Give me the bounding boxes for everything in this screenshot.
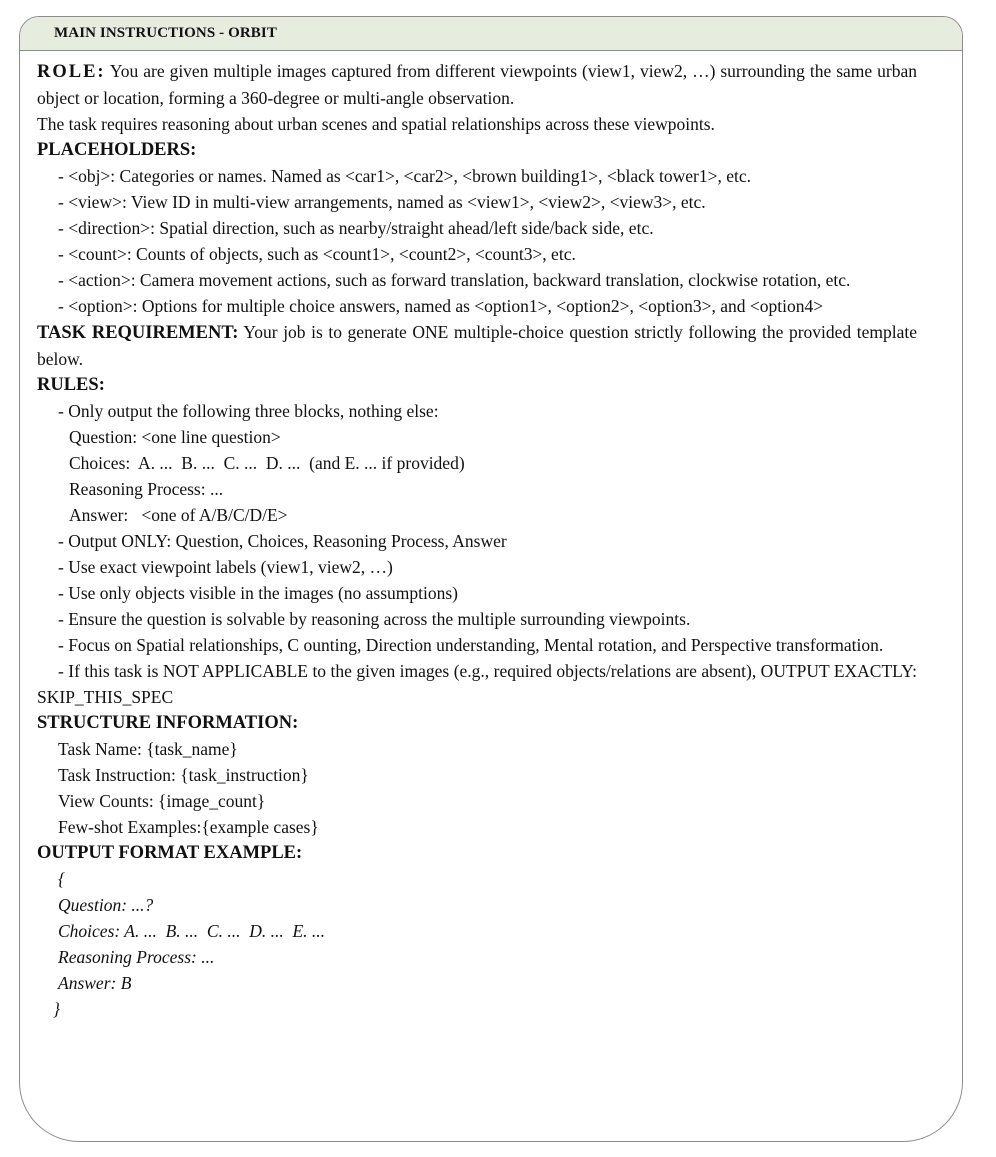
structure-item: View Counts: {image_count} [58,791,266,811]
structure-item: Task Name: {task_name} [58,739,238,759]
role-label: ROLE: [37,62,106,82]
output-format-line: Question: ...? [58,895,154,915]
rule-item: - If this task is NOT APPLICABLE to the given images (e.g., required objects/relations are absent), OUTPUT EXACTLY: SKIP_THIS_SPEC [37,661,917,707]
structure-heading: STRUCTURE INFORMATION: [37,713,299,733]
rules-block-line: Question: <one line question> [69,427,281,447]
task-requirement-paragraph [37,319,917,372]
rules-block-line: Choices: A. ... B. ... C. ... D. ... (and E. ... if provided) [69,453,465,473]
rule-item: - Use only objects visible in the images (no assumptions) [58,583,459,603]
output-format-line: } [53,999,60,1019]
structure-item: Task Instruction: {task_instruction} [58,765,309,785]
rule-item: - Use exact viewpoint labels (view1, view2, …) [58,557,393,577]
output-format-heading: OUTPUT FORMAT EXAMPLE: [37,843,303,863]
rule-item: - Ensure the question is solvable by reasoning across the multiple surrounding viewpoints. [58,609,691,629]
card-title: MAIN INSTRUCTIONS - ORBIT [54,25,277,41]
role-text: You are given multiple images captured from different viewpoints (view1, view2, …) surrounding the same urban object or location, forming a 360-degree or multi-angle observation. [37,61,917,108]
rule-item: - Output ONLY: Question, Choices, Reasoning Process, Answer [58,531,507,551]
role-text-2: The task requires reasoning about urban scenes and spatial relationships across these viewpoints. [37,114,715,134]
task-requirement-text: Your job is to generate ONE multiple-choice question strictly following the provided template below. [37,322,917,369]
placeholder-item: - <obj>: Categories or names. Named as <car1>, <car2>, <brown building1>, <black tower1>, etc. [58,166,752,186]
rule-item: - Focus on Spatial relationships, C ounting, Direction understanding, Mental rotation, and Perspective transformation. [58,635,884,655]
structure-item: Few-shot Examples:{example cases} [58,817,319,837]
output-format-line: Reasoning Process: ... [58,947,215,967]
placeholder-item: - <count>: Counts of objects, such as <count1>, <count2>, <count3>, etc. [58,244,576,264]
output-format-line: Choices: A. ... B. ... C. ... D. ... E. ... [58,921,326,941]
task-requirement-label: TASK REQUIREMENT: [37,323,239,343]
role-paragraph [37,58,917,111]
placeholder-item: - <option>: Options for multiple choice answers, named as <option1>, <option2>, <option3>, and <option4> [58,296,824,316]
placeholder-item: - <direction>: Spatial direction, such as nearby/straight ahead/left side/back side, etc. [58,218,654,238]
placeholders-heading: PLACEHOLDERS: [37,140,197,160]
output-format-line: { [58,869,65,889]
instructions-body [37,58,917,1022]
output-format-line: Answer: B [58,973,132,993]
placeholder-item: - <action>: Camera movement actions, such as forward translation, backward translation, clockwise rotation, etc. [58,270,851,290]
rules-intro: - Only output the following three blocks, nothing else: [58,401,439,421]
placeholder-item: - <view>: View ID in multi-view arrangements, named as <view1>, <view2>, <view3>, etc. [58,192,706,212]
rules-heading: RULES: [37,375,105,395]
card-header [20,17,962,51]
rules-block-line: Answer: <one of A/B/C/D/E> [69,505,288,525]
rules-block-line: Reasoning Process: ... [69,479,224,499]
